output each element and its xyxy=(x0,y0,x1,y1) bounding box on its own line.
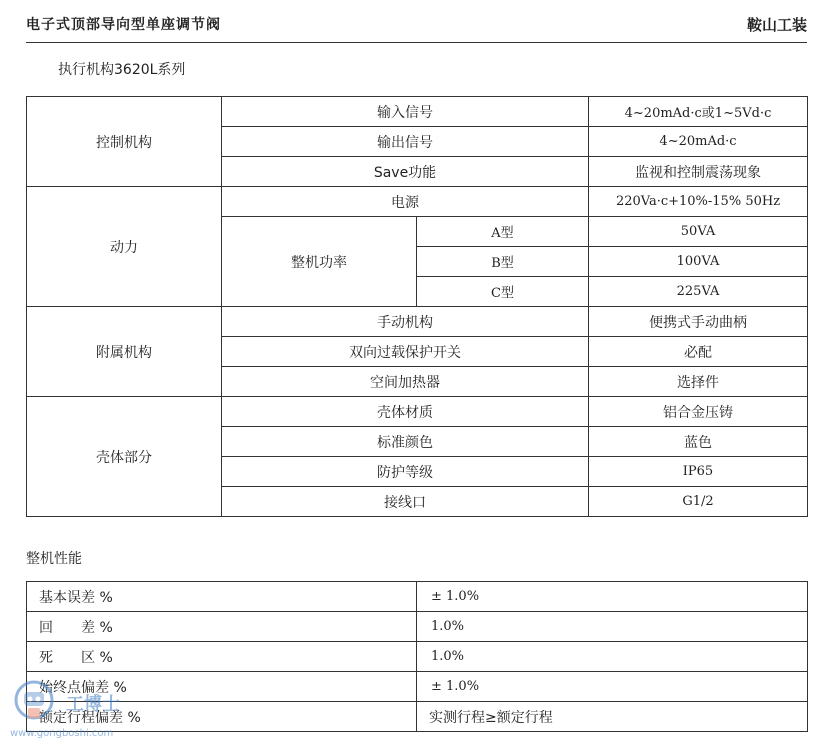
performance-value: ± 1.0% xyxy=(417,672,808,702)
performance-label: 基本误差 % xyxy=(27,582,417,612)
document-title: 电子式顶部导向型单座调节阀 xyxy=(26,17,221,33)
page-header xyxy=(26,12,807,43)
group-label-accessories: 附属机构 xyxy=(27,307,222,397)
spec-item: 输入信号 xyxy=(222,97,589,127)
performance-value: 1.0% xyxy=(417,642,808,672)
table-row xyxy=(27,97,808,127)
spec-value: IP65 xyxy=(589,457,808,487)
performance-label: 额定行程偏差 % xyxy=(27,702,417,732)
spec-item: 双向过载保护开关 xyxy=(222,337,589,367)
table-row xyxy=(27,612,808,642)
power-type: C型 xyxy=(417,277,589,307)
table-row xyxy=(27,397,808,427)
table-row xyxy=(27,672,808,702)
spec-value: 100VA xyxy=(589,247,808,277)
performance-title: 整机性能 xyxy=(26,551,82,567)
spec-value: 便携式手动曲柄 xyxy=(589,307,808,337)
spec-value: 225VA xyxy=(589,277,808,307)
performance-label: 回 差 % xyxy=(27,612,417,642)
table-row xyxy=(27,582,808,612)
performance-value: ± 1.0% xyxy=(417,582,808,612)
spec-item: 电源 xyxy=(222,187,589,217)
performance-label: 死 区 % xyxy=(27,642,417,672)
table-row xyxy=(27,702,808,732)
spec-value: 蓝色 xyxy=(589,427,808,457)
spec-value: 必配 xyxy=(589,337,808,367)
spec-item: 空间加热器 xyxy=(222,367,589,397)
group-label-control: 控制机构 xyxy=(27,97,222,187)
spec-item: 输出信号 xyxy=(222,127,589,157)
power-type: B型 xyxy=(417,247,589,277)
performance-table xyxy=(26,581,808,732)
spec-item: 接线口 xyxy=(222,487,589,517)
performance-label: 始终点偏差 % xyxy=(27,672,417,702)
watermark-text: 工博士 xyxy=(66,694,120,715)
spec-value: 50VA xyxy=(589,217,808,247)
performance-value: 1.0% xyxy=(417,612,808,642)
spec-item: 手动机构 xyxy=(222,307,589,337)
machine-power-label: 整机功率 xyxy=(222,217,417,307)
watermark-url: www.gongboshi.com xyxy=(10,728,114,739)
spec-value: 4~20mAd·c或1~5Vd·c xyxy=(589,97,808,127)
spec-item: 壳体材质 xyxy=(222,397,589,427)
spec-value: 监视和控制震荡现象 xyxy=(589,157,808,187)
table-row xyxy=(27,187,808,217)
actuator-spec-table xyxy=(26,96,808,517)
actuator-series-title: 执行机构3620L系列 xyxy=(58,62,186,78)
group-label-housing: 壳体部分 xyxy=(27,397,222,517)
power-type: A型 xyxy=(417,217,589,247)
spec-value: 4~20mAd·c xyxy=(589,127,808,157)
performance-value: 实测行程≥额定行程 xyxy=(417,702,808,732)
watermark xyxy=(8,672,138,752)
spec-item: Save功能 xyxy=(222,157,589,187)
group-label-power: 动力 xyxy=(27,187,222,307)
robot-logo-icon xyxy=(10,678,62,726)
table-row xyxy=(27,307,808,337)
spec-value: 铝合金压铸 xyxy=(589,397,808,427)
spec-value: 选择件 xyxy=(589,367,808,397)
table-row xyxy=(27,642,808,672)
spec-value: 220Va·c+10%-15% 50Hz xyxy=(589,187,808,217)
brand-name: 鞍山工装 xyxy=(746,16,807,34)
spec-item: 防护等级 xyxy=(222,457,589,487)
spec-item: 标准颜色 xyxy=(222,427,589,457)
spec-value: G1/2 xyxy=(589,487,808,517)
